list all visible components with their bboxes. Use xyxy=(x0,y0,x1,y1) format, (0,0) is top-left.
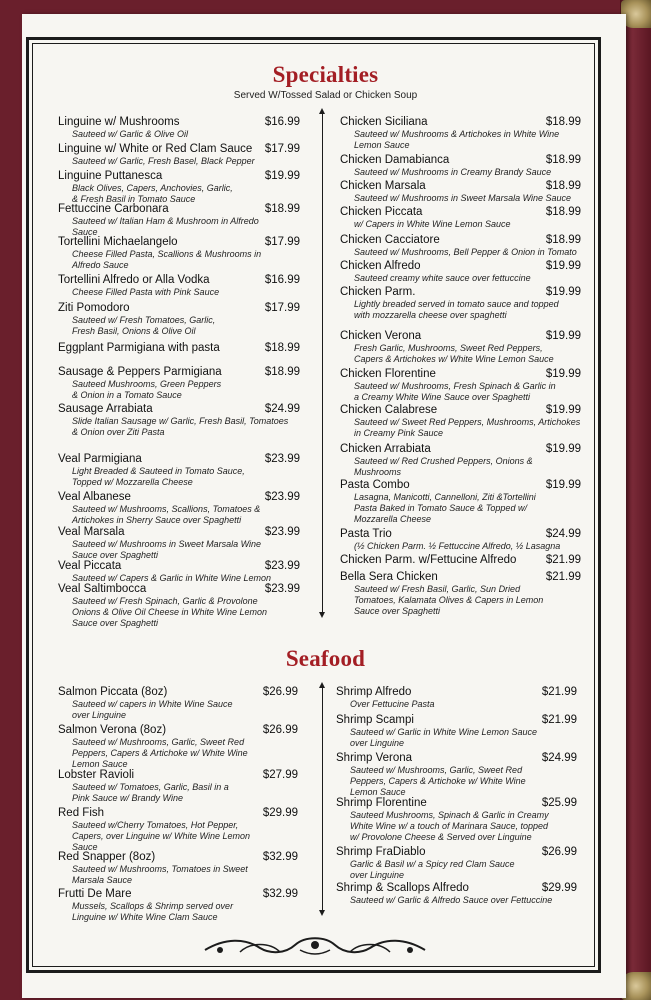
menu-item-description: Lemon Sauce xyxy=(72,759,128,769)
menu-item-name: Ziti Pomodoro xyxy=(58,302,130,314)
menu-item xyxy=(58,686,233,721)
menu-item xyxy=(336,882,552,906)
menu-item-name: Chicken Parm. w/Fettucine Alfredo xyxy=(340,554,517,566)
menu-item-description: Sauce xyxy=(72,842,98,852)
menu-item xyxy=(58,170,233,205)
menu-item-price: $19.99 xyxy=(545,286,581,298)
menu-item xyxy=(58,724,248,770)
menu-item-description: Fresh Basil, Onions & Olive Oil xyxy=(72,326,196,336)
menu-item-description: Sauce xyxy=(72,227,98,237)
menu-item xyxy=(340,116,559,151)
menu-item-name: Frutti De Mare xyxy=(58,888,132,900)
menu-item-description: Sauteed w/ Fresh Basil, Garlic, Sun Dried xyxy=(354,584,521,594)
menu-item-description: Sauteed w/ Mushrooms, Fresh Spinach & Garlic in xyxy=(354,381,556,391)
menu-item-description: in Creamy Pink Sauce xyxy=(354,428,444,438)
menu-item-description: Lightly breaded served in tomato sauce and topped xyxy=(354,299,559,309)
menu-item-name: Pasta Combo xyxy=(340,479,410,491)
menu-item-price: $24.99 xyxy=(541,752,577,764)
menu-item-description: Sauteed w/ Red Crushed Peppers, Onions & xyxy=(354,456,533,466)
menu-item-description: Linguine w/ White Wine Clam Sauce xyxy=(72,912,218,922)
menu-item-description: over Linguine xyxy=(72,710,127,720)
menu-item-description: Black Olives, Capers, Anchovies, Garlic, xyxy=(72,183,233,193)
menu-item-description: Light Breaded & Sauteed in Tomato Sauce, xyxy=(72,466,245,476)
menu-item xyxy=(58,302,215,337)
menu-item xyxy=(58,769,229,804)
menu-item-price: $27.99 xyxy=(262,769,298,781)
menu-item-name: Chicken Siciliana xyxy=(340,116,428,128)
specialties-heading: Specialties xyxy=(272,62,379,87)
menu-item xyxy=(340,479,536,525)
menu-item-description: Mussels, Scallops & Shrimp served over xyxy=(72,901,234,911)
menu-item-name: Tortellini Alfredo or Alla Vodka xyxy=(58,274,210,286)
menu-item xyxy=(340,330,554,365)
menu-item-description: Lemon Sauce xyxy=(350,787,406,797)
seafood-heading: Seafood xyxy=(285,646,366,671)
flourish-ornament-icon xyxy=(200,930,430,960)
menu-item xyxy=(336,752,526,798)
menu-item-name: Pasta Trio xyxy=(340,528,392,540)
menu-item xyxy=(340,528,560,552)
menu-item-name: Lobster Ravioli xyxy=(58,769,135,781)
menu-item-name: Shrimp Scampi xyxy=(336,714,414,726)
menu-item-price: $17.99 xyxy=(264,143,300,155)
menu-item xyxy=(58,116,188,140)
menu-item-name: Chicken Alfredo xyxy=(340,260,421,272)
menu-item xyxy=(58,342,220,355)
menu-item-price: $18.99 xyxy=(264,366,300,378)
menu-item-name: Chicken Marsala xyxy=(340,180,426,192)
menu-item-description: Sauteed w/ Garlic in White Wine Lemon Sauce xyxy=(350,727,538,737)
menu-item xyxy=(340,571,543,617)
menu-item-description: Sauteed w/Cherry Tomatoes, Hot Pepper, xyxy=(72,820,239,830)
menu-item-description: & Onion over Ziti Pasta xyxy=(72,427,165,437)
menu-item xyxy=(58,888,233,923)
menu-item-description: Sauteed w/ Mushrooms, Garlic, Sweet Red xyxy=(350,765,523,775)
menu-item-name: Chicken Damabianca xyxy=(340,154,450,166)
menu-item-name: Sausage Arrabiata xyxy=(58,403,153,415)
menu-item-description: Sauteed w/ Sweet Red Peppers, Mushrooms, Artichokes xyxy=(354,417,581,427)
menu-item-name: Linguine Puttanesca xyxy=(58,170,163,182)
column-divider xyxy=(322,688,323,910)
menu-item-description: a Creamy White Wine Sauce over Spaghetti xyxy=(354,392,531,402)
menu-item-description: Tomatoes, Kalamata Olives & Capers in Lemon xyxy=(354,595,544,605)
menu-item-name: Eggplant Parmigiana with pasta xyxy=(58,342,220,354)
specialties-subheading: Served W/Tossed Salad or Chicken Soup xyxy=(233,90,418,101)
menu-item-name: Veal Albanese xyxy=(58,491,131,503)
menu-item-name: Salmon Verona (8oz) xyxy=(58,724,167,736)
menu-item-description: Sauteed w/ capers in White Wine Sauce xyxy=(72,699,233,709)
menu-item-description: Sauteed w/ Mushrooms & Artichokes in White Wine xyxy=(354,129,560,139)
menu-item-description: Sauteed w/ Garlic & Alfredo Sauce over Fettuccine xyxy=(350,895,553,905)
menu-item-description: White Wine w/ a touch of Marinara Sauce, topped xyxy=(350,821,549,831)
menu-item-name: Shrimp Alfredo xyxy=(336,686,412,698)
menu-item-name: Sausage & Peppers Parmigiana xyxy=(58,366,222,378)
menu-item-price: $16.99 xyxy=(264,116,300,128)
menu-item-description: Sauteed w/ Capers & Garlic in White Wine Lemon xyxy=(72,573,272,583)
menu-item-price: $19.99 xyxy=(545,443,581,455)
menu-item xyxy=(58,236,261,271)
menu-item-description: Peppers, Capers & Artichoke w/ White Wine xyxy=(72,748,248,758)
menu-item xyxy=(58,583,267,629)
menu-item-description: Lemon Sauce xyxy=(354,140,410,150)
menu-item-price: $18.99 xyxy=(545,116,581,128)
menu-item-description: Topped w/ Mozzarella Cheese xyxy=(72,477,193,487)
menu-item-name: Chicken Florentine xyxy=(340,368,436,380)
menu-item xyxy=(336,797,549,843)
menu-item-name: Shrimp Verona xyxy=(336,752,413,764)
menu-item xyxy=(58,807,250,853)
menu-item-price: $25.99 xyxy=(541,797,577,809)
menu-item-price: $21.99 xyxy=(545,554,581,566)
menu-item-price: $23.99 xyxy=(264,491,300,503)
menu-item xyxy=(58,366,222,401)
menu-item-price: $19.99 xyxy=(545,260,581,272)
menu-item-description: Sauteed w/ Fresh Spinach, Garlic & Provolone xyxy=(72,596,258,606)
menu-item-description: Mushrooms xyxy=(354,467,402,477)
menu-item-price: $21.99 xyxy=(545,571,581,583)
menu-item xyxy=(58,143,255,167)
menu-item xyxy=(336,846,515,881)
menu-item xyxy=(340,154,551,178)
menu-item-description: Sauteed w/ Mushrooms, Bell Pepper & Onion in Tomato xyxy=(354,247,577,257)
menu-item-price: $17.99 xyxy=(264,302,300,314)
menu-item-description: Mozzarella Cheese xyxy=(354,514,432,524)
menu-item-price: $18.99 xyxy=(545,180,581,192)
menu-item-description: & Fresh Basil in Tomato Sauce xyxy=(72,194,196,204)
menu-item-price: $19.99 xyxy=(545,330,581,342)
menu-item-price: $18.99 xyxy=(264,342,300,354)
menu-item-description: Sauteed w/ Tomatoes, Garlic, Basil in a xyxy=(72,782,229,792)
menu-item-description: w/ Provolone Cheese & Served over Linguine xyxy=(350,832,532,842)
menu-item-description: & Onion in a Tomato Sauce xyxy=(72,390,182,400)
menu-item-description: Sauteed w/ Mushrooms, Scallions, Tomatoes & xyxy=(72,504,261,514)
menu-item-description: with mozzarella cheese over spaghetti xyxy=(354,310,507,320)
menu-item-name: Shrimp & Scallops Alfredo xyxy=(336,882,469,894)
menu-item xyxy=(58,203,259,238)
menu-item-price: $19.99 xyxy=(545,479,581,491)
menu-item xyxy=(58,453,245,488)
menu-item-price: $18.99 xyxy=(545,154,581,166)
menu-item-name: Linguine w/ Mushrooms xyxy=(58,116,180,128)
menu-item-name: Salmon Piccata (8oz) xyxy=(58,686,168,698)
menu-item-description: Sauteed Mushrooms, Green Peppers xyxy=(72,379,222,389)
menu-item-description: Fresh Garlic, Mushrooms, Sweet Red Peppers, xyxy=(354,343,543,353)
menu-item-price: $23.99 xyxy=(264,526,300,538)
menu-item-price: $23.99 xyxy=(264,453,300,465)
menu-item-description: Slide Italian Sausage w/ Garlic, Fresh Basil, Tomatoes xyxy=(72,416,289,426)
menu-item-name: Veal Saltimbocca xyxy=(58,583,147,595)
menu-item xyxy=(336,686,435,710)
menu-item-description: Sauteed w/ Garlic, Fresh Basel, Black Pepper xyxy=(72,156,255,166)
menu-item-name: Veal Parmigiana xyxy=(58,453,142,465)
menu-item xyxy=(336,714,537,749)
menu-item-description: Sauteed w/ Mushrooms in Sweet Marsala Wine Sauce xyxy=(354,193,572,203)
menu-item-price: $18.99 xyxy=(264,203,300,215)
menu-item xyxy=(340,260,531,284)
menu-item-name: Veal Piccata xyxy=(58,560,122,572)
menu-item-description: Sauteed w/ Mushrooms, Tomatoes in Sweet xyxy=(72,864,248,874)
menu-item-price: $29.99 xyxy=(262,807,298,819)
menu-item-price: $26.99 xyxy=(262,724,298,736)
menu-item-price: $24.99 xyxy=(264,403,300,415)
menu-item-description: Lasagna, Manicotti, Cannelloni, Ziti &Tortellini xyxy=(354,492,536,502)
menu-item-description: Pasta Baked in Tomato Sauce & Topped w/ xyxy=(354,503,527,513)
menu-item-description: Peppers, Capers & Artichoke w/ White Wine xyxy=(350,776,526,786)
menu-item-name: Red Snapper (8oz) xyxy=(58,851,156,863)
menu-item-description: (½ Chicken Parm. ½ Fettuccine Alfredo, ½ Lasagna xyxy=(354,541,561,551)
menu-item xyxy=(58,851,248,886)
menu-item-name: Chicken Arrabiata xyxy=(340,443,431,455)
menu-item xyxy=(58,274,219,298)
menu-item-description: Alfredo Sauce xyxy=(72,260,129,270)
menu-item-name: Red Fish xyxy=(58,807,105,819)
menu-item-description: Sauteed w/ Mushrooms in Creamy Brandy Sauce xyxy=(354,167,552,177)
menu-item-description: Sauteed w/ Fresh Tomatoes, Garlic, xyxy=(72,315,216,325)
menu-item-name: Chicken Piccata xyxy=(340,206,423,218)
menu-item xyxy=(58,560,271,584)
menu-item-price: $23.99 xyxy=(264,560,300,572)
menu-item-name: Shrimp FraDiablo xyxy=(336,846,426,858)
menu-item-description: Cheese Filled Pasta with Pink Sauce xyxy=(72,287,220,297)
menu-item-price: $23.99 xyxy=(264,583,300,595)
menu-item xyxy=(340,554,516,567)
menu-item-price: $32.99 xyxy=(262,888,298,900)
menu-item-description: Sauce over Spaghetti xyxy=(72,550,159,560)
menu-item-description: Sauteed w/ Mushrooms, Garlic, Sweet Red xyxy=(72,737,245,747)
menu-item-price: $19.99 xyxy=(545,404,581,416)
menu-item-description: Sauteed w/ Italian Ham & Mushroom in Alfredo xyxy=(72,216,259,226)
menu-item-price: $17.99 xyxy=(264,236,300,248)
menu-item-description: Pink Sauce w/ Brandy Wine xyxy=(72,793,183,803)
menu-item-description: Sauteed w/ Garlic & Olive Oil xyxy=(72,129,189,139)
menu-item-price: $26.99 xyxy=(541,846,577,858)
menu-item-name: Chicken Calabrese xyxy=(340,404,438,416)
menu-item-name: Chicken Cacciatore xyxy=(340,234,440,246)
menu-item-description: w/ Capers in White Wine Lemon Sauce xyxy=(354,219,511,229)
menu-item-description: over Linguine xyxy=(350,738,405,748)
menu-item-price: $21.99 xyxy=(541,714,577,726)
menu-item xyxy=(340,368,556,403)
menu-item-price: $21.99 xyxy=(541,686,577,698)
menu-item-name: Shrimp Florentine xyxy=(336,797,427,809)
menu-item xyxy=(340,206,511,230)
menu-item-description: Marsala Sauce xyxy=(72,875,133,885)
menu-item-description: Sauteed Mushrooms, Spinach & Garlic in Creamy xyxy=(350,810,549,820)
menu-item-price: $32.99 xyxy=(262,851,298,863)
menu-item xyxy=(58,526,261,561)
menu-item-name: Chicken Parm. xyxy=(340,286,416,298)
menu-item-description: Sauce over Spaghetti xyxy=(354,606,441,616)
menu-item-name: Tortellini Michaelangelo xyxy=(58,236,178,248)
menu-item-price: $19.99 xyxy=(264,170,300,182)
menu-item-description: Over Fettucine Pasta xyxy=(350,699,435,709)
menu-item-description: Artichokes in Sherry Sauce over Spaghetti xyxy=(72,515,242,525)
column-divider xyxy=(322,114,323,612)
menu-item-name: Fettuccine Carbonara xyxy=(58,203,169,215)
menu-item-price: $29.99 xyxy=(541,882,577,894)
menu-item-price: $18.99 xyxy=(545,234,581,246)
menu-item-name: Chicken Verona xyxy=(340,330,422,342)
menu-item-price: $19.99 xyxy=(545,368,581,380)
menu-item-description: Capers, over Linguine w/ White Wine Lemon xyxy=(72,831,251,841)
menu-item-description: Sauteed w/ Mushrooms in Sweet Marsala Wine xyxy=(72,539,261,549)
menu-item-description: Onions & Olive Oil Cheese in White Wine Lemon xyxy=(72,607,268,617)
menu-item-name: Linguine w/ White or Red Clam Sauce xyxy=(58,143,253,155)
menu-item-description: Sauce over Spaghetti xyxy=(72,618,159,628)
menu-item-price: $18.99 xyxy=(545,206,581,218)
menu-item xyxy=(340,443,533,478)
menu-item-description: Sauteed creamy white sauce over fettuccine xyxy=(354,273,531,283)
menu-item xyxy=(58,491,260,526)
menu-item-name: Veal Marsala xyxy=(58,526,125,538)
menu-item-description: Garlic & Basil w/ a Spicy red Clam Sauce xyxy=(350,859,515,869)
menu-item-name: Bella Sera Chicken xyxy=(340,571,438,583)
menu-item-price: $26.99 xyxy=(262,686,298,698)
menu-item-description: Cheese Filled Pasta, Scallions & Mushrooms in xyxy=(72,249,262,259)
menu-item-price: $24.99 xyxy=(545,528,581,540)
menu-item-price: $16.99 xyxy=(264,274,300,286)
menu-item-description: over Linguine xyxy=(350,870,405,880)
menu-item xyxy=(340,286,559,321)
menu-item-description: Capers & Artichokes w/ White Wine Lemon Sauce xyxy=(354,354,554,364)
